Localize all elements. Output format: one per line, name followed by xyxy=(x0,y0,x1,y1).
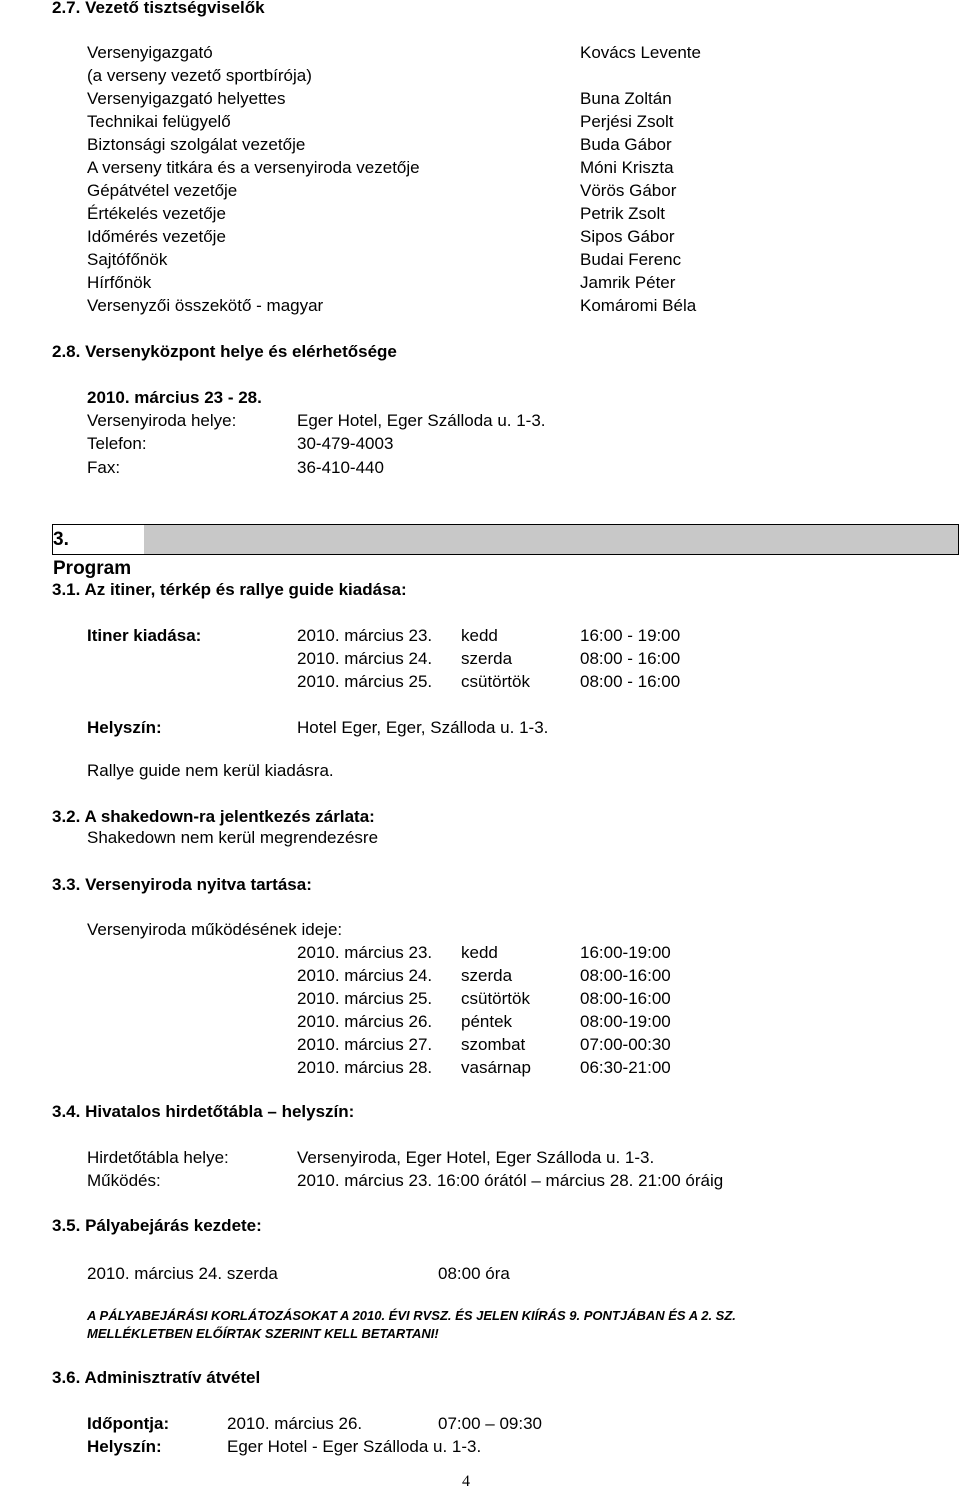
recce-date: 2010. március 24. szerda xyxy=(87,1264,278,1283)
itiner-schedule xyxy=(297,624,797,693)
admin-time-label: Időpontja: xyxy=(87,1414,170,1433)
section-3-3-heading: 3.3. Versenyiroda nyitva tartása: xyxy=(52,875,312,894)
itiner-label: Itiner kiadása: xyxy=(87,626,202,645)
section-3-4-heading: 3.4. Hivatalos hirdetőtábla – helyszín: xyxy=(52,1102,355,1121)
name-item: Vörös Gábor xyxy=(580,181,677,200)
operation-label: Működés: xyxy=(87,1171,161,1190)
recce-notice-line-1: A PÁLYABEJÁRÁSI KORLÁTOZÁSOKAT A 2010. ÉVI RVSZ. ÉS JELEN KIÍRÁS 9. PONTJÁBAN ÉS A 2. SZ. xyxy=(87,1308,736,1323)
schedule-row xyxy=(297,647,797,670)
schedule-day: szerda xyxy=(461,649,513,668)
role-item: Gépátvétel vezetője xyxy=(87,181,238,200)
name-item: Komáromi Béla xyxy=(580,296,697,315)
schedule-row xyxy=(297,670,797,693)
schedule-day: kedd xyxy=(461,943,498,962)
name-item: Jamrik Péter xyxy=(580,273,676,292)
schedule-day: kedd xyxy=(461,626,498,645)
admin-place-label: Helyszín: xyxy=(87,1437,162,1456)
schedule-time: 08:00-19:00 xyxy=(580,1012,671,1031)
role-item: Értékelés vezetője xyxy=(87,204,226,223)
name-item: Móni Kriszta xyxy=(580,158,674,177)
recce-notice-line-2: MELLÉKLETBEN ELŐÍRTAK SZERINT KELL BETARTANI! xyxy=(87,1326,439,1341)
role-item: Technikai felügyelő xyxy=(87,112,231,131)
role-item: Hírfőnök xyxy=(87,273,152,292)
schedule-row xyxy=(297,624,797,647)
schedule-day: csütörtök xyxy=(461,672,530,691)
operation-value: 2010. március 23. 16:00 órától – március 28. 21:00 óráig xyxy=(297,1171,724,1190)
schedule-time: 06:30-21:00 xyxy=(580,1058,671,1077)
section-3-5-heading: 3.5. Pályabejárás kezdete: xyxy=(52,1216,262,1235)
board-label: Hirdetőtábla helye: xyxy=(87,1148,229,1167)
section-2-7-heading: 2.7. Vezető tisztségviselők xyxy=(52,0,265,17)
fax-label: Fax: xyxy=(87,458,121,477)
name-item: Petrik Zsolt xyxy=(580,204,666,223)
role-item: Versenyzői összekötő - magyar xyxy=(87,296,324,315)
name-item: Sipos Gábor xyxy=(580,227,675,246)
office-value: Eger Hotel, Eger Szálloda u. 1-3. xyxy=(297,411,546,430)
role-item: (a verseny vezető sportbírója) xyxy=(87,66,312,85)
admin-date: 2010. március 26. xyxy=(227,1414,363,1433)
role-item: Versenyigazgató xyxy=(87,43,213,62)
schedule-time: 07:00-00:30 xyxy=(580,1035,671,1054)
role-item: A verseny titkára és a versenyiroda vezetője xyxy=(87,158,420,177)
schedule-date: 2010. március 27. xyxy=(297,1035,433,1054)
office-hours-schedule xyxy=(297,941,797,1079)
schedule-day: péntek xyxy=(461,1012,513,1031)
schedule-date: 2010. március 25. xyxy=(297,672,433,691)
rallye-guide-note: Rallye guide nem kerül kiadásra. xyxy=(87,761,334,780)
schedule-row xyxy=(297,1010,797,1033)
event-dates: 2010. március 23 - 28. xyxy=(87,388,262,407)
phone-value: 30-479-4003 xyxy=(297,434,394,453)
office-label: Versenyiroda helye: xyxy=(87,411,237,430)
itiner-place-label: Helyszín: xyxy=(87,718,162,737)
role-item: Versenyigazgató helyettes xyxy=(87,89,286,108)
schedule-day: szombat xyxy=(461,1035,526,1054)
schedule-time: 08:00-16:00 xyxy=(580,966,671,985)
section-3-2-heading: 3.2. A shakedown-ra jelentkezés zárlata: xyxy=(52,807,375,826)
itiner-place-value: Hotel Eger, Eger, Szálloda u. 1-3. xyxy=(297,718,549,737)
officials-names-list xyxy=(580,41,701,317)
schedule-row xyxy=(297,964,797,987)
schedule-date: 2010. március 24. xyxy=(297,966,433,985)
schedule-row xyxy=(297,941,797,964)
role-item: Időmérés vezetője xyxy=(87,227,226,246)
schedule-date: 2010. március 26. xyxy=(297,1012,433,1031)
section-3-1-heading: 3.1. Az itiner, térkép és rallye guide kiadása: xyxy=(52,580,407,599)
admin-place-value: Eger Hotel - Eger Szálloda u. 1-3. xyxy=(227,1437,482,1456)
schedule-time: 16:00 - 19:00 xyxy=(580,626,681,645)
schedule-row xyxy=(297,1033,797,1056)
schedule-time: 08:00 - 16:00 xyxy=(580,649,681,668)
schedule-date: 2010. március 23. xyxy=(297,943,433,962)
schedule-time: 08:00-16:00 xyxy=(580,989,671,1008)
schedule-row xyxy=(297,1056,797,1079)
fax-value: 36-410-440 xyxy=(297,458,384,477)
schedule-day: szerda xyxy=(461,966,513,985)
name-item: Buna Zoltán xyxy=(580,89,672,108)
schedule-day: vasárnap xyxy=(461,1058,531,1077)
schedule-date: 2010. március 24. xyxy=(297,649,433,668)
phone-label: Telefon: xyxy=(87,434,147,453)
shakedown-note: Shakedown nem kerül megrendezésre xyxy=(87,828,379,847)
schedule-date: 2010. március 28. xyxy=(297,1058,433,1077)
schedule-day: csütörtök xyxy=(461,989,530,1008)
schedule-time: 08:00 - 16:00 xyxy=(580,672,681,691)
schedule-row xyxy=(297,987,797,1010)
name-item: Kovács Levente xyxy=(580,43,701,62)
admin-time: 07:00 – 09:30 xyxy=(438,1414,542,1433)
schedule-date: 2010. március 25. xyxy=(297,989,433,1008)
section-3-6-heading: 3.6. Adminisztratív átvétel xyxy=(52,1368,261,1387)
section-2-8-heading: 2.8. Versenyközpont helye és elérhetősége xyxy=(52,342,397,361)
program-section-bar xyxy=(52,524,959,579)
program-title: 3. Program xyxy=(53,525,144,554)
recce-time: 08:00 óra xyxy=(438,1264,510,1283)
schedule-time: 16:00-19:00 xyxy=(580,943,671,962)
name-item: Perjési Zsolt xyxy=(580,112,674,131)
office-hours-intro: Versenyiroda működésének ideje: xyxy=(87,920,343,939)
name-item: Buda Gábor xyxy=(580,135,672,154)
officials-roles-list xyxy=(87,41,420,317)
role-item: Biztonsági szolgálat vezetője xyxy=(87,135,306,154)
page-number: 4 xyxy=(462,1473,470,1490)
name-item: Budai Ferenc xyxy=(580,250,682,269)
board-value: Versenyiroda, Eger Hotel, Eger Szálloda u. 1-3. xyxy=(297,1148,655,1167)
role-item: Sajtófőnök xyxy=(87,250,168,269)
schedule-date: 2010. március 23. xyxy=(297,626,433,645)
